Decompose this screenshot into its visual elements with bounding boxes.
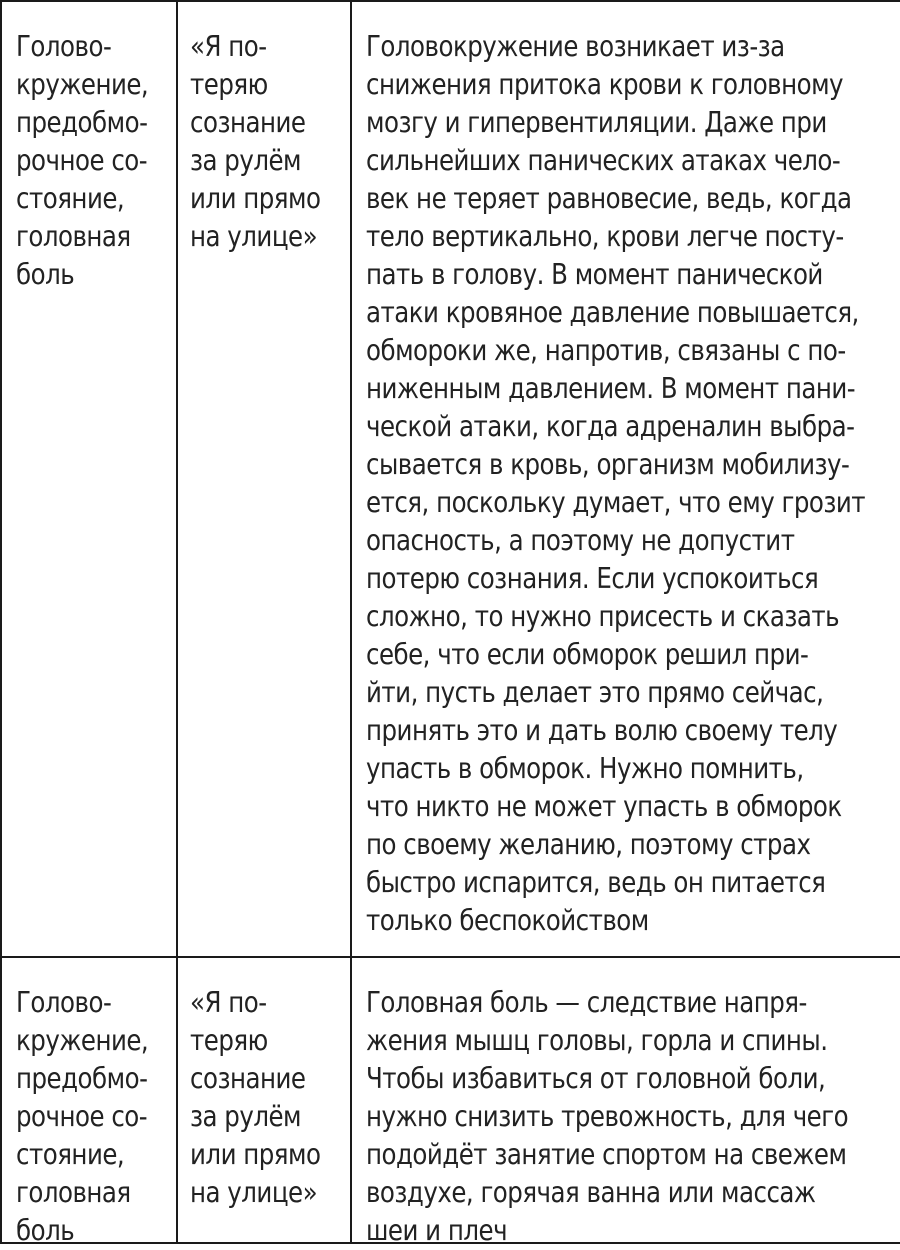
fear-line: теряю	[190, 68, 268, 101]
fear-line: «Я по-	[190, 986, 267, 1019]
table-row	[2, 2, 900, 958]
explanation-line: сложно, то нужно присесть и сказать	[366, 600, 840, 633]
symptom-line: предобмо-	[16, 1062, 148, 1095]
explanation-line: жения мышц головы, горла и спины.	[366, 1024, 828, 1057]
explanation-line: упасть в обморок. Нужно помнить,	[366, 752, 804, 785]
explanation-line: воздухе, горячая ванна или массаж	[366, 1176, 816, 1209]
explanation-line: пать в голову. В момент панической	[366, 258, 823, 291]
symptom-cell	[2, 2, 178, 956]
explanation-line: потерю сознания. Если успокоиться	[366, 562, 819, 595]
explanation-line: что никто не может упасть в обморок	[366, 790, 842, 823]
explanation-line: Чтобы избавиться от головной боли,	[366, 1062, 826, 1095]
fear-cell	[178, 958, 352, 1244]
explanation-line: йти, пусть делает это прямо сейчас,	[366, 676, 824, 709]
fear-line: или прямо	[190, 1138, 321, 1171]
table-row	[2, 958, 900, 1247]
symptom-line: стояние,	[16, 1138, 125, 1171]
symptom-line: боль	[16, 1214, 75, 1247]
explanation-cell	[352, 2, 900, 956]
explanation-line: обмороки же, напротив, связаны с по-	[366, 334, 846, 367]
explanation-line: ется, поскольку думает, что ему грозит	[366, 486, 866, 519]
fear-line: на улице»	[190, 1176, 318, 1209]
explanation-line: сильнейших панических атаках чело-	[366, 144, 841, 177]
explanation-line: мозгу и гипервентиляции. Даже при	[366, 106, 827, 139]
fear-line: сознание	[190, 1062, 306, 1095]
explanation-line: снижения притока крови к головному	[366, 68, 844, 101]
symptom-cell	[2, 958, 178, 1247]
explanation-cell	[352, 958, 900, 1247]
fear-line: сознание	[190, 106, 306, 139]
explanation-line: себе, что если обморок решил при-	[366, 638, 809, 671]
explanation-line: Головокружение возникает из-за	[366, 30, 785, 63]
explanation-line: тело вертикально, крови легче посту-	[366, 220, 844, 253]
explanation-line: нужно снизить тревожность, для чего	[366, 1100, 849, 1133]
fear-line: за рулём	[190, 144, 302, 177]
symptom-line: Голово-	[16, 30, 112, 63]
explanation-line: опасность, а поэтому не допустит	[366, 524, 795, 557]
symptom-line: стояние,	[16, 182, 125, 215]
symptom-line: головная	[16, 1176, 131, 1209]
symptom-line: кружение,	[16, 68, 149, 101]
explanation-line: принять это и дать волю своему телу	[366, 714, 838, 747]
fear-cell	[178, 2, 352, 956]
fear-line: «Я по-	[190, 30, 267, 63]
fear-line: или прямо	[190, 182, 321, 215]
explanation-line: шеи и плеч	[366, 1214, 508, 1247]
explanation-line: ниженным давлением. В момент пани-	[366, 372, 856, 405]
explanation-line: ческой атаки, когда адреналин выбра-	[366, 410, 855, 443]
symptom-line: головная	[16, 220, 131, 253]
explanation-line: по своему желанию, поэтому страх	[366, 828, 811, 861]
symptom-line: рочное со-	[16, 144, 148, 177]
symptom-line: предобмо-	[16, 106, 148, 139]
fear-line: теряю	[190, 1024, 268, 1057]
explanation-line: атаки кровяное давление повышается,	[366, 296, 859, 329]
explanation-line: только беспокойством	[366, 904, 649, 937]
explanation-line: век не теряет равновесие, ведь, когда	[366, 182, 852, 215]
explanation-line: подойдёт занятие спортом на свежем	[366, 1138, 847, 1171]
fear-line: за рулём	[190, 1100, 302, 1133]
symptom-line: Голово-	[16, 986, 112, 1019]
explanation-line: Головная боль — следствие напря-	[366, 986, 807, 1019]
explanation-line: сывается в кровь, организм мобилизу-	[366, 448, 850, 481]
symptom-line: рочное со-	[16, 1100, 148, 1133]
symptom-line: кружение,	[16, 1024, 149, 1057]
fear-line: на улице»	[190, 220, 318, 253]
symptom-line: боль	[16, 258, 75, 291]
explanation-line: быстро испарится, ведь он питается	[366, 866, 826, 899]
